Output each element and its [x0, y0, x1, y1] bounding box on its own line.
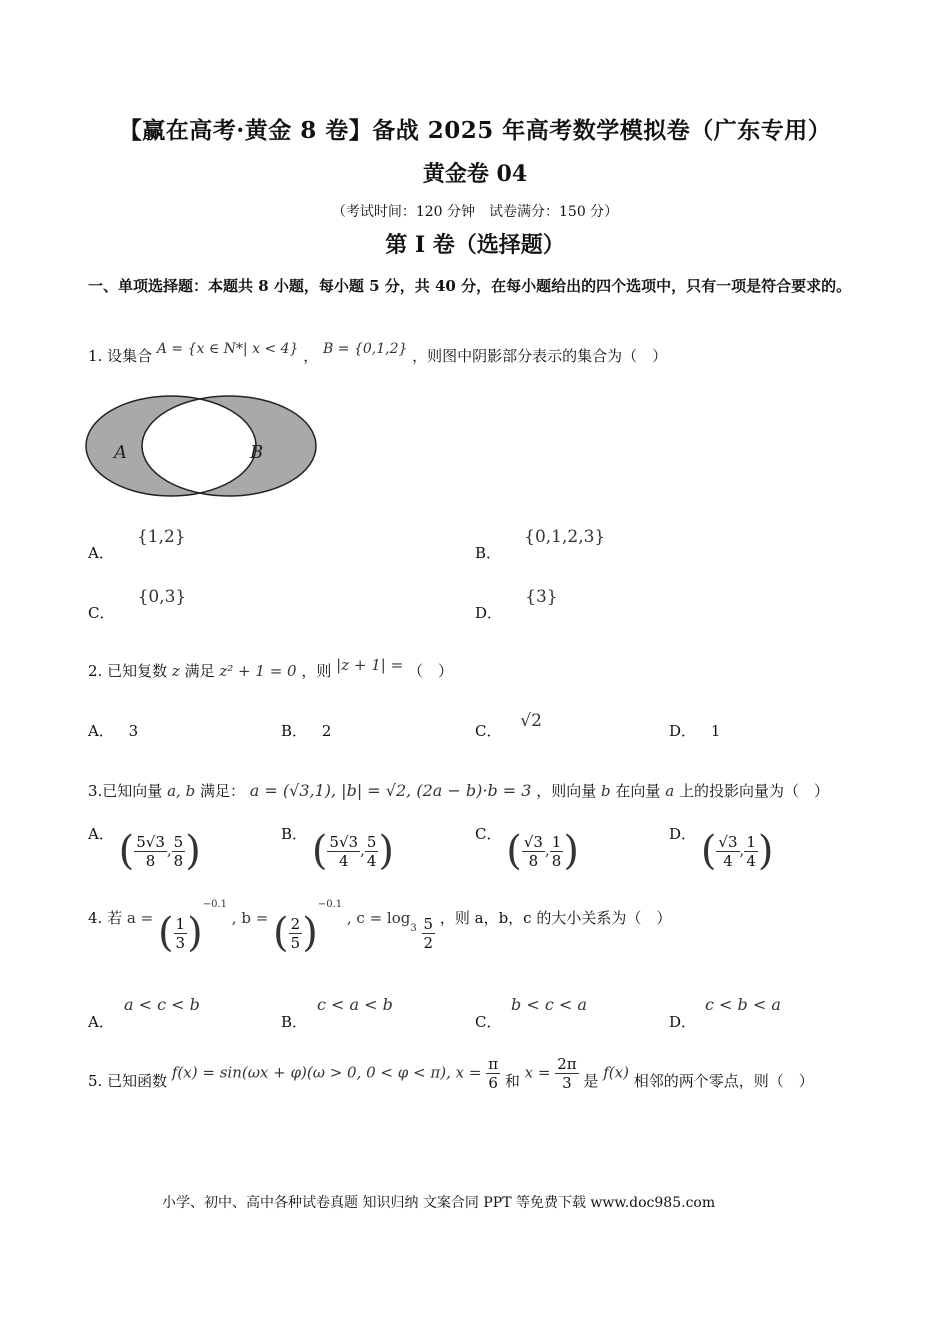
q2-var: z: [171, 662, 180, 680]
frac-den: 3: [562, 1074, 572, 1092]
q2-option-b[interactable]: [281, 720, 331, 741]
q3-option-b[interactable]: B． ( $\frac{5√3}{4}$ , $\frac{5}{4}$ ): [281, 825, 395, 874]
q2-mid: 满足: [184, 662, 215, 680]
option-letter: C．: [475, 825, 502, 843]
option-value: c < a < b: [317, 995, 393, 1014]
option-letter: B．: [281, 825, 308, 843]
q4-b-exp: −0.1: [317, 899, 343, 910]
q2-option-c[interactable]: [475, 711, 542, 741]
q4-option-d[interactable]: [669, 995, 781, 1031]
frac-num: √3: [718, 832, 738, 851]
option-letter: A．: [88, 825, 114, 843]
option-value: a < c < b: [124, 995, 200, 1014]
q3-var-b: b: [601, 782, 611, 800]
question-4-stem: 4. 若 a = ( $\frac{1}{3}$ )$^{-0.1}$ , b = ( $\frac{2}{5}$ )$^{-0.1}$ , $c = \log_3$ $\frac{5}{2}$ ，则 a，b，c 的大小关系为（ ）: [88, 899, 672, 956]
option-letter: C．: [88, 604, 115, 622]
q4-a-exp: −0.1: [202, 899, 227, 910]
option-letter: D．: [669, 1013, 697, 1031]
q3-suffix-1: ，则向量: [536, 782, 597, 800]
q3-option-a[interactable]: A． ( $\frac{5√3}{8}$ , $\frac{5}{8}$ ): [88, 825, 201, 874]
q5-prefix: 5. 已知函数: [88, 1071, 168, 1090]
option-letter: D．: [669, 825, 697, 843]
frac-den: 8: [528, 851, 539, 870]
q3-var-a: a: [665, 782, 675, 800]
q1-option-a[interactable]: [88, 527, 186, 562]
frac-den: 8: [551, 851, 562, 870]
option-letter: A．: [88, 544, 114, 562]
q4-prefix: 4. 若: [88, 909, 123, 927]
option-value: {3}: [525, 587, 558, 607]
frac-den: 4: [366, 851, 377, 870]
question-3-stem: [88, 780, 829, 801]
frac-num: √3: [523, 832, 543, 851]
frac-den: 4: [338, 851, 349, 870]
q5-mid: 是: [583, 1071, 599, 1090]
q1-option-b[interactable]: [475, 527, 606, 562]
option-value: 3: [128, 722, 139, 740]
q2-equation: z² + 1 = 0: [219, 662, 297, 680]
q4-a-def: a =: [126, 909, 154, 927]
q4-suffix: ，则 a，b，c 的大小关系为（ ）: [439, 909, 672, 927]
q3-suffix-2: 在向量: [615, 782, 661, 800]
paper-subtitle: 黄金卷 04: [422, 161, 528, 187]
frac-den: 8: [173, 851, 184, 870]
question-1-stem: [88, 341, 668, 366]
q1-suffix: ，则图中阴影部分表示的集合为（ ）: [412, 347, 668, 365]
q5-suffix: 相邻的两个零点，则（ ）: [633, 1071, 814, 1090]
q4-c-def: , c = log: [346, 909, 411, 927]
option-value: {0,3}: [137, 587, 187, 607]
q1-prefix: 1. 设集合: [88, 347, 153, 365]
q3-vars: a, b: [167, 782, 196, 800]
q5-and: 和: [504, 1071, 520, 1090]
frac-num: 1: [175, 914, 186, 933]
q4-option-a[interactable]: [88, 995, 200, 1031]
frac-num: 5: [173, 832, 184, 851]
q1-option-d[interactable]: [475, 587, 558, 622]
paper-title: 【赢在高考·黄金 8 卷】备战 2025 年高考数学模拟卷（广东专用）: [118, 117, 832, 144]
q3-option-c[interactable]: C． ( $\frac{√3}{8}$ , $\frac{1}{8}$ ): [475, 825, 579, 874]
q5-fx: f(x): [603, 1063, 629, 1082]
question-5-stem: [88, 1055, 814, 1092]
option-value: {0,1,2,3}: [524, 527, 606, 547]
q2-expression: |z + 1| =: [336, 656, 404, 674]
q1-comma: ，: [303, 347, 319, 365]
exam-info: （考试时间：120 分钟 试卷满分：150 分）: [331, 204, 619, 220]
frac-den: 3: [175, 933, 186, 952]
q3-option-d[interactable]: D． ( $\frac{√3}{4}$ , $\frac{1}{4}$ ): [669, 825, 774, 874]
question-2-stem: [88, 656, 453, 681]
q1-set-b: B = {0,1,2}: [323, 341, 408, 357]
q1-set-a: A = {x ∈ N*| x < 4}: [156, 341, 299, 357]
frac-num: 5√3: [329, 832, 359, 851]
section-instructions: 一、单项选择题：本题共 8 小题，每小题 5 分，共 40 分，在每小题给出的四个选项中，只有一项是符合要求的。: [88, 277, 852, 295]
frac-num: π: [488, 1055, 499, 1073]
page-footer: 小学、初中、高中各种试卷真题 知识归纳 文案合同 PPT 等免费下载 www.doc985.com: [162, 1195, 716, 1211]
q2-suffix: （ ）: [407, 662, 453, 680]
option-value: 2: [321, 722, 332, 740]
q2-then: ，则: [301, 662, 332, 680]
venn-label-b: B: [250, 442, 264, 463]
q3-prefix: 3.已知向量: [88, 782, 163, 800]
option-letter: B．: [475, 544, 502, 562]
option-value: 1: [710, 722, 721, 740]
q5-function: f(x) = sin(ωx + φ)(ω > 0, 0 < φ < π), x =: [171, 1063, 482, 1082]
frac-num: 2: [290, 914, 301, 933]
q2-option-d[interactable]: [669, 720, 720, 741]
q4-option-c[interactable]: [475, 995, 587, 1031]
q4-b-def: , b =: [231, 909, 269, 927]
option-letter: D．: [475, 604, 503, 622]
option-letter: B．: [281, 1013, 308, 1031]
q3-suffix-3: 上的投影向量为（ ）: [678, 782, 829, 800]
frac-den: 2: [423, 933, 434, 952]
q4-option-b[interactable]: [281, 995, 393, 1031]
option-letter: C．: [475, 722, 502, 740]
frac-den: 8: [145, 851, 156, 870]
option-value: √2: [520, 711, 542, 731]
frac-den: 4: [746, 851, 756, 870]
option-letter: C．: [475, 1013, 502, 1031]
q5-x2-pre: x =: [524, 1063, 551, 1082]
frac-num: 5√3: [136, 832, 165, 851]
option-letter: B．: [281, 722, 308, 740]
venn-label-a: A: [114, 442, 127, 463]
frac-num: 5: [423, 914, 434, 933]
frac-den: 5: [290, 933, 301, 952]
option-value: {1,2}: [136, 527, 186, 547]
q2-prefix: 2. 已知复数: [88, 662, 168, 680]
q2-option-a[interactable]: [88, 720, 138, 741]
option-letter: A．: [88, 1013, 114, 1031]
option-letter: D．: [669, 722, 697, 740]
q3-condition: a = (√3,1), |b| = √2, (2a − b)·b = 3: [249, 781, 532, 800]
venn-diagram: [84, 392, 320, 504]
option-letter: A．: [88, 722, 114, 740]
q4-c-base: 3: [410, 923, 417, 934]
frac-den: 4: [723, 851, 733, 870]
frac-den: 6: [488, 1074, 498, 1092]
frac-num: 1: [746, 832, 756, 851]
frac-num: 1: [551, 832, 562, 851]
section-title: 第 I 卷（选择题）: [385, 232, 565, 258]
frac-num: 5: [366, 832, 377, 851]
option-value: c < b < a: [705, 995, 781, 1014]
q1-option-c[interactable]: [88, 587, 187, 622]
option-value: b < c < a: [511, 995, 587, 1014]
q3-mid: 满足：: [199, 782, 245, 800]
frac-num: 2π: [557, 1055, 577, 1073]
